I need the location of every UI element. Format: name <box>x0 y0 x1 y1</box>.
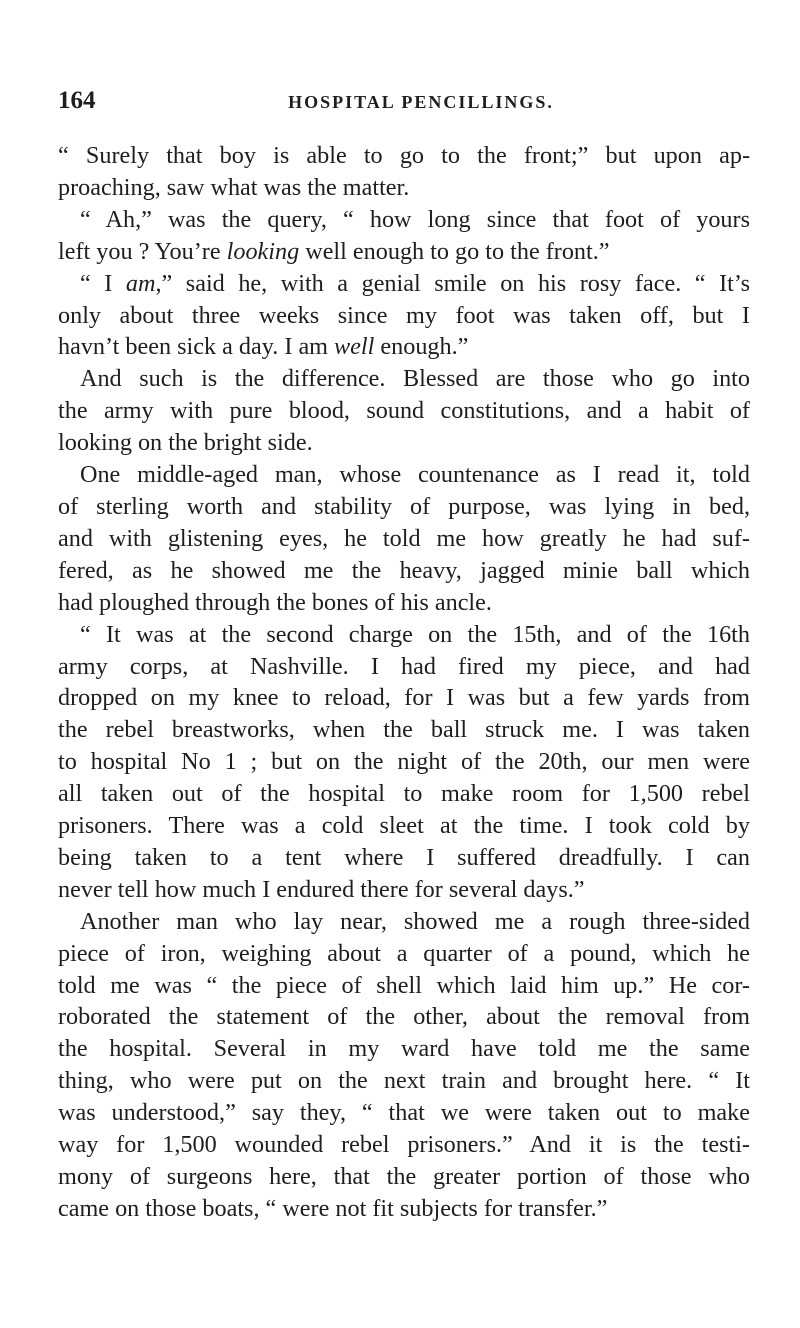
text-span: proaching, saw what was the matter. <box>58 173 410 201</box>
text-line <box>58 778 750 810</box>
text-span: “ I <box>80 269 126 297</box>
text-line <box>58 1129 750 1161</box>
page-number: 164 <box>58 87 96 114</box>
text-line <box>58 746 750 778</box>
text-line <box>58 1033 750 1065</box>
text-line <box>58 1097 750 1129</box>
text-span: and with glistening eyes, he told me how greatly he had suf- <box>58 524 750 552</box>
text-span: left you ? You’re <box>58 237 227 265</box>
body-text <box>58 140 750 1225</box>
text-line <box>58 682 750 714</box>
text-line <box>58 300 750 332</box>
text-span: One middle-aged man, whose countenance as I read it, told <box>80 461 750 489</box>
text-line <box>58 714 750 746</box>
text-span: ,” said he, with a genial smile on his rosy face. “ It’s <box>155 269 750 297</box>
text-line <box>58 491 750 523</box>
text-line <box>58 1193 750 1225</box>
text-span: had ploughed through the bones of his ancle. <box>58 588 492 616</box>
text-span: Another man who lay near, showed me a rough three-sided <box>80 907 750 935</box>
text-span: fered, as he showed me the heavy, jagged minie ball which <box>58 556 750 584</box>
text-line <box>58 970 750 1002</box>
text-span: “ Surely that boy is able to go to the front;” but upon ap- <box>58 142 750 169</box>
text-line <box>58 395 750 427</box>
text-line <box>58 587 750 619</box>
text-span: well enough to go to the front.” <box>299 237 610 265</box>
text-line <box>58 619 750 651</box>
text-line <box>58 1065 750 1097</box>
text-span: looking on the bright side. <box>58 429 313 457</box>
text-span: being taken to a tent where I suffered dreadfully. I can <box>58 843 750 871</box>
text-line <box>58 140 750 172</box>
text-line <box>58 938 750 970</box>
text-line <box>58 523 750 555</box>
text-span: roborated the statement of the other, about the removal from <box>58 1003 750 1031</box>
text-span: piece of iron, weighing about a quarter of a pound, which he <box>58 939 750 967</box>
italic-text: well <box>334 333 375 361</box>
text-line <box>58 427 750 459</box>
text-span: came on those boats, “ were not fit subjects for transfer.” <box>58 1194 608 1222</box>
text-span: enough.” <box>374 333 469 361</box>
italic-text: looking <box>226 237 300 265</box>
text-line <box>58 874 750 906</box>
text-span: “ It was at the second charge on the 15th, and of the 16th <box>80 620 750 648</box>
text-span: the rebel breastworks, when the ball struck me. I was taken <box>58 716 750 744</box>
text-line <box>58 810 750 842</box>
text-span: never tell how much I endured there for several days.” <box>58 875 585 903</box>
text-span: thing, who were put on the next train and brought here. “ It <box>58 1067 750 1095</box>
text-line <box>58 842 750 874</box>
text-span: of sterling worth and stability of purpose, was lying in bed, <box>58 492 750 520</box>
text-span: mony of surgeons here, that the greater portion of those who <box>58 1163 750 1190</box>
text-line <box>58 459 750 491</box>
text-line <box>58 1161 750 1193</box>
text-span: the hospital. Several in my ward have told me the same <box>58 1035 750 1063</box>
running-head: HOSPITAL PENCILLINGS. <box>288 92 554 112</box>
italic-text: am <box>125 269 156 297</box>
text-line <box>58 172 750 204</box>
text-line <box>58 555 750 587</box>
text-line <box>58 268 750 300</box>
text-line <box>58 906 750 938</box>
text-span: only about three weeks since my foot was taken off, but I <box>58 301 750 329</box>
text-line <box>58 1001 750 1033</box>
text-span: havn’t been sick a day. I am <box>58 333 335 361</box>
page-header <box>58 86 750 120</box>
text-span: way for 1,500 wounded rebel prisoners.” And it is the testi- <box>58 1131 750 1159</box>
text-span: prisoners. There was a cold sleet at the time. I took cold by <box>58 812 750 840</box>
text-span: the army with pure blood, sound constitutions, and a habit of <box>58 397 750 425</box>
text-line <box>58 651 750 683</box>
text-span: And such is the difference. Blessed are those who go into <box>80 365 750 393</box>
text-span: army corps, at Nashville. I had fired my piece, and had <box>58 652 750 680</box>
text-span: told me was “ the piece of shell which laid him up.” He cor- <box>58 971 750 999</box>
text-line <box>58 204 750 236</box>
text-span: all taken out of the hospital to make room for 1,500 rebel <box>58 780 750 808</box>
text-span: to hospital No 1 ; but on the night of the 20th, our men were <box>58 748 750 776</box>
text-span: was understood,” say they, “ that we were taken out to make <box>58 1099 750 1127</box>
text-line <box>58 331 750 363</box>
text-line <box>58 363 750 395</box>
text-line <box>58 236 750 268</box>
text-span: dropped on my knee to reload, for I was but a few yards from <box>58 684 750 712</box>
text-span: “ Ah,” was the query, “ how long since that foot of yours <box>80 205 750 233</box>
